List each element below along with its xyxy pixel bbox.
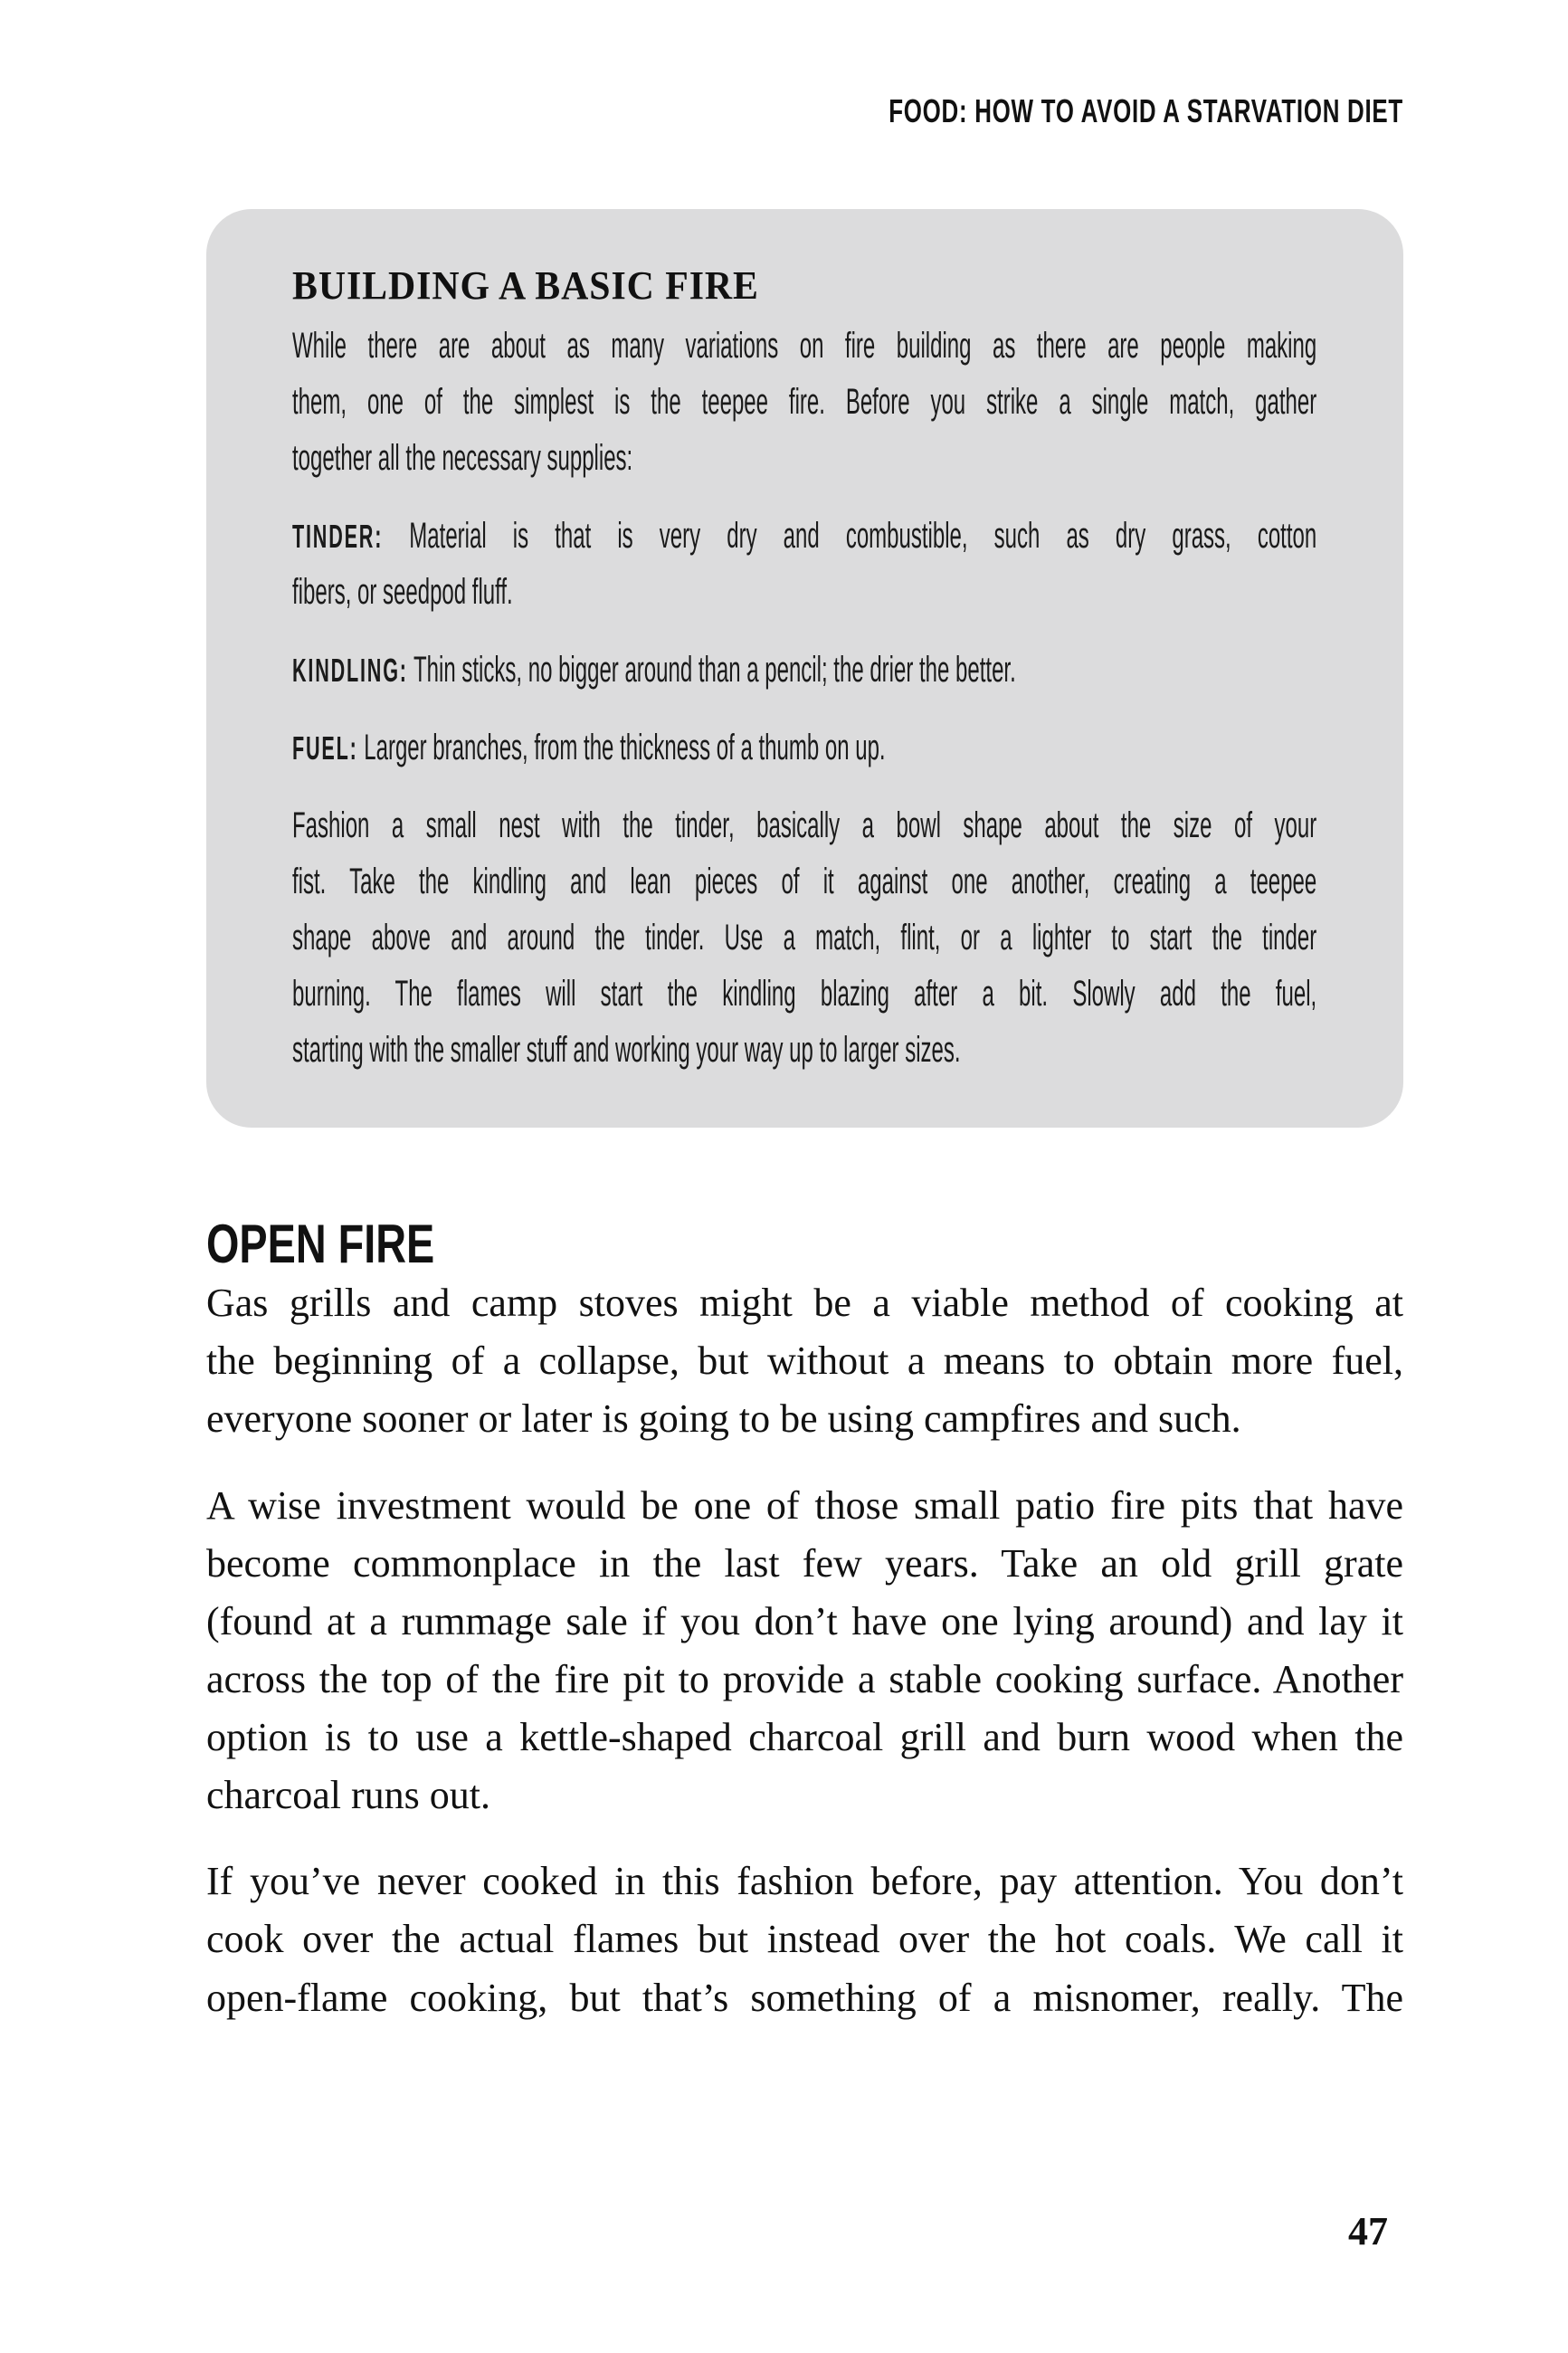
body-line: If you’ve never cooked in this fashion before, pay attention. You don’t: [206, 1859, 1403, 1903]
sidebar-line: Fashion a small nest with the tinder, basically a bowl shape about the size of your: [292, 805, 1317, 845]
tinder-line: [292, 518, 1316, 554]
sidebar-line: While there are about as many variations on fire building as there are people making: [292, 326, 1317, 366]
sidebar-line: them, one of the simplest is the teepee fire. Before you strike a single match, gather: [292, 382, 1317, 422]
body-line: (found at a rummage sale if you don’t have one lying around) and lay it: [206, 1599, 1403, 1643]
sidebar-line: starting with the smaller stuff and working your way up to larger sizes.: [292, 1030, 961, 1070]
sidebar-line: burning. The flames will start the kindling blazing after a bit. Slowly add the fuel,: [292, 974, 1317, 1014]
page-number: 47: [1348, 2209, 1388, 2253]
kindling-label: KINDLING:: [292, 652, 408, 689]
sidebar-line: fibers, or seedpod fluff.: [292, 572, 513, 612]
sidebar-line: shape above and around the tinder. Use a match, flint, or a lighter to start the tinder: [292, 918, 1317, 957]
body-line: Gas grills and camp stoves might be a viable method of cooking at: [206, 1281, 1403, 1325]
section-heading: OPEN FIRE: [206, 1214, 435, 1274]
tinder-label: TINDER:: [292, 518, 384, 555]
body-line: open-flame cooking, but that’s something of a misnomer, really. The: [206, 1976, 1403, 2020]
body-line: the beginning of a collapse, but without a means to obtain more fuel,: [206, 1338, 1403, 1383]
sidebar-line: together all the necessary supplies:: [292, 438, 633, 478]
sidebar-title: BUILDING A BASIC FIRE: [292, 263, 759, 308]
body-line: option is to use a kettle-shaped charcoal grill and burn wood when the: [206, 1715, 1403, 1759]
fuel-line: [292, 729, 1316, 766]
body-line: cook over the actual flames but instead over the hot coals. We call it: [206, 1917, 1403, 1961]
body-line: A wise investment would be one of those small patio fire pits that have: [206, 1483, 1403, 1528]
sidebar-line: fist. Take the kindling and lean pieces of it against one another, creating a teepee: [292, 862, 1317, 901]
kindling-line: [292, 652, 1316, 688]
body-line: across the top of the fire pit to provide a stable cooking surface. Another: [206, 1657, 1403, 1701]
tinder-text: Material is that is very dry and combustible, such as dry grass, cotton: [409, 516, 1317, 556]
body-line: charcoal runs out.: [206, 1773, 490, 1817]
body-line: everyone sooner or later is going to be using campfires and such.: [206, 1396, 1241, 1441]
fuel-text: Larger branches, from the thickness of a thumb on up.: [364, 728, 886, 767]
running-header: FOOD: HOW TO AVOID A STARVATION DIET: [889, 92, 1403, 129]
body-line: become commonplace in the last few years. Take an old grill grate: [206, 1541, 1403, 1586]
fuel-label: FUEL:: [292, 729, 358, 767]
kindling-text: Thin sticks, no bigger around than a pencil; the drier the better.: [413, 650, 1016, 690]
